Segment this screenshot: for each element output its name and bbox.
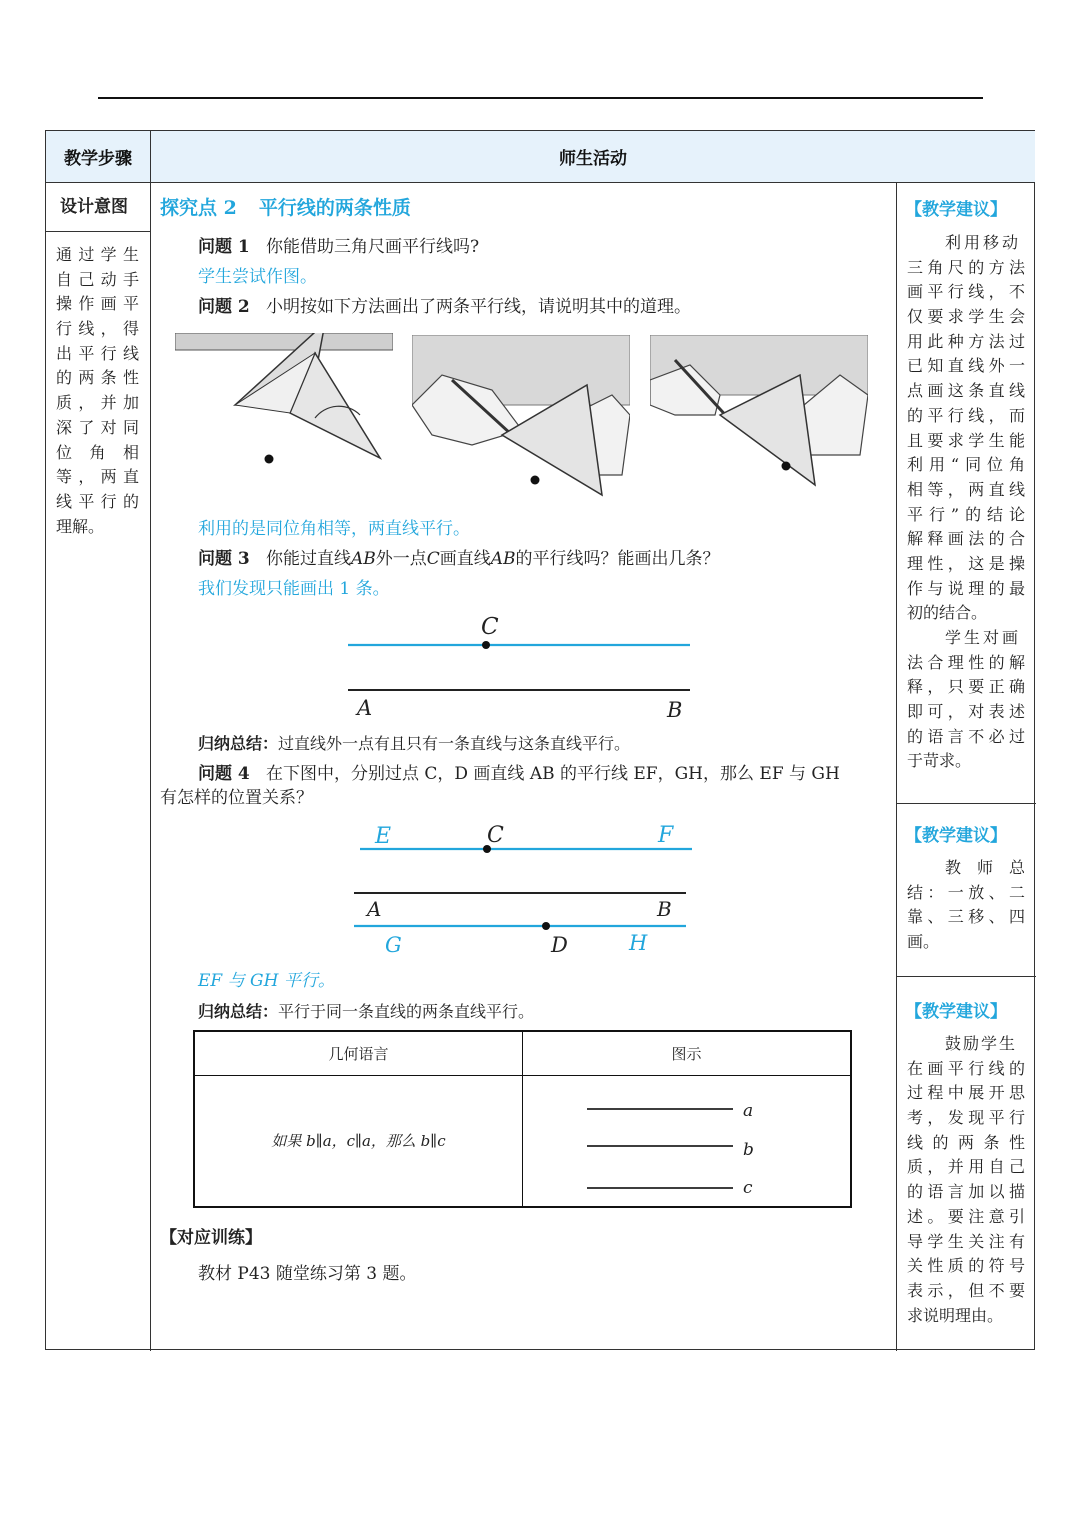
text-line: 理解。	[56, 516, 105, 536]
text-line: 平行”的结论	[907, 504, 1025, 524]
summary-1	[198, 731, 630, 756]
text-line: 表示，但不要	[907, 1280, 1025, 1300]
text-line: 仅要求学生会	[907, 307, 1025, 327]
left-label-rule	[46, 231, 150, 232]
col-divider-left	[150, 131, 151, 1351]
section-title-text: 平行线的两条性质	[258, 197, 411, 219]
label-h: H	[629, 931, 648, 955]
text-line: 求说明理由。	[907, 1305, 1004, 1325]
text-line: 的两条性	[56, 368, 139, 388]
text-line: 过程中展开思	[907, 1083, 1025, 1103]
summary-2	[198, 999, 534, 1024]
text-line: 初的结合。	[907, 603, 988, 623]
question-2	[198, 295, 691, 320]
question-4	[198, 762, 840, 787]
summary-label: 归纳总结：	[198, 1002, 279, 1021]
suggestion-text-2	[907, 856, 1025, 955]
question-label: 问题 4	[198, 764, 250, 784]
text-line: 质，并加	[56, 393, 139, 413]
text-line: 的平行线，而	[907, 405, 1025, 425]
text-line: 利用移动	[945, 233, 1022, 252]
text-line: 利用“同位角	[907, 455, 1025, 475]
label-a: A	[367, 897, 382, 921]
section-number: 探究点 2	[160, 197, 237, 219]
text-line: 深了对同	[56, 417, 139, 437]
table-head-diagram: 图示	[523, 1031, 852, 1075]
answer-1: 学生尝试作图。	[198, 267, 317, 287]
suggestion-text-3	[907, 1032, 1025, 1328]
label-c: C	[487, 823, 504, 848]
label-d: D	[551, 933, 568, 957]
text-line: 操作画平	[56, 294, 139, 314]
label-f: F	[658, 823, 674, 848]
label-c: C	[481, 614, 499, 640]
question-3: 问题 3 你能过直线AB外一点C画直线AB的平行线吗？能画出几条？	[198, 549, 720, 569]
header-activities: 师生活动	[151, 131, 1035, 183]
point	[265, 455, 274, 464]
text-line: 理性，这是操	[907, 553, 1025, 573]
text-line: 述。要注意引	[907, 1206, 1025, 1226]
text-line: 用此种方法过	[907, 331, 1025, 351]
text-line: 学生对画	[945, 628, 1022, 647]
suggestion-title-1: 【教学建议】	[905, 200, 1007, 220]
text-line: 自己动手	[56, 269, 139, 289]
text-line: 的语言不必过	[907, 726, 1025, 746]
text-line: 等，两直	[56, 467, 139, 487]
table-diagram-cell	[523, 1075, 852, 1207]
table-statement: 如果 b∥a，c∥a，那么 b∥c	[194, 1075, 523, 1207]
text-line: 画平行线，不	[907, 282, 1025, 302]
text-line: 靠、三移、四	[907, 907, 1025, 927]
text-line: 结：一放、二	[907, 882, 1025, 902]
right-rule-1	[896, 803, 1036, 804]
question-4-continued: 有怎样的位置关系？	[160, 788, 313, 808]
practice-label: 【对应训练】	[160, 1228, 262, 1248]
text-line: 出平行线	[56, 343, 139, 363]
summary-label: 归纳总结：	[198, 734, 279, 753]
text-line: 已知直线外一	[907, 356, 1025, 376]
set-square-illustration-1	[175, 333, 393, 468]
text-line: 通过学生	[56, 245, 139, 264]
col-divider-right	[896, 183, 897, 1351]
question-text: 小明按如下方法画出了两条平行线，请说明其中的道理。	[265, 297, 691, 317]
question-text: 在下图中，分别过点 C，D 画直线 AB 的平行线 EF，GH，那么 EF 与 GH	[265, 764, 840, 784]
label-b: B	[667, 698, 683, 722]
geometry-table	[193, 1030, 852, 1208]
text-line: 解释画法的合	[907, 529, 1025, 549]
suggestion-text-1	[907, 231, 1025, 774]
text-line: 三角尺的方法	[907, 257, 1025, 277]
suggestion-title-2: 【教学建议】	[905, 826, 1007, 846]
point-d	[542, 922, 550, 930]
label-b: b	[742, 1139, 754, 1160]
design-intent-label: 设计意图	[60, 197, 128, 217]
text-line: 线平行的	[56, 491, 139, 511]
label-a: a	[742, 1100, 753, 1121]
three-parallel-lines	[587, 1086, 787, 1196]
label-c: c	[742, 1177, 753, 1196]
text-line: 于苛求。	[907, 751, 972, 771]
question-label: 问题 2	[198, 297, 250, 317]
right-rule-2	[896, 976, 1036, 977]
figure-two-parallel	[350, 815, 700, 965]
point-c	[482, 641, 490, 649]
figure-one-parallel	[340, 610, 700, 725]
text-line: 鼓励学生	[945, 1034, 1018, 1053]
summary-text: 过直线外一点有且只有一条直线与这条直线平行。	[278, 734, 631, 753]
question-label: 问题 1	[198, 237, 250, 257]
text-line: 行线，得	[56, 319, 139, 339]
label-e: E	[375, 824, 392, 849]
text-line: 考，发现平行	[907, 1108, 1025, 1128]
header-steps: 教学步骤	[46, 131, 150, 183]
section-title	[160, 196, 411, 221]
label-b: B	[657, 897, 672, 921]
text-line: 在画平行线的	[907, 1058, 1025, 1078]
set-square-illustration-2	[412, 335, 630, 500]
text-line: 释，只要正确	[907, 677, 1025, 697]
point	[531, 476, 540, 485]
question-text: 你能借助三角尺画平行线吗?	[265, 237, 480, 257]
text-line: 关性质的符号	[907, 1256, 1025, 1276]
suggestion-title-3: 【教学建议】	[905, 1002, 1007, 1022]
text-line: 作与说理的最	[907, 578, 1025, 598]
text-line: 相等，两直线	[907, 479, 1025, 499]
set-square-illustration-3	[650, 335, 868, 490]
text-line: 法合理性的解	[907, 652, 1025, 672]
text-line: 质，并用自己	[907, 1157, 1025, 1177]
text-line: 点画这条直线	[907, 381, 1025, 401]
text-line: 且要求学生能	[907, 430, 1025, 450]
text-line: 画。	[907, 932, 940, 952]
practice-text: 教材 P43 随堂练习第 3 题。	[198, 1264, 417, 1284]
answer-2: 利用的是同位角相等，两直线平行。	[198, 519, 470, 539]
text-line: 的语言加以描	[907, 1182, 1025, 1202]
answer-3: 我们发现只能画出 1 条。	[198, 579, 390, 599]
table-head-language: 几何语言	[194, 1031, 523, 1075]
question-label: 问题 3	[198, 549, 250, 569]
text-line: 线的两条性	[907, 1132, 1025, 1152]
answer-4: EF 与 GH 平行。	[198, 971, 335, 991]
question-1	[198, 235, 479, 260]
text-line: 教师总	[945, 858, 1025, 877]
page-rule	[98, 97, 983, 99]
text-line: 位角相	[56, 442, 139, 462]
text-line: 即可，对表述	[907, 702, 1025, 722]
ruler	[175, 333, 393, 350]
design-intent-text	[56, 243, 139, 539]
label-g: G	[385, 933, 402, 957]
text-line: 导学生关注有	[907, 1231, 1025, 1251]
summary-text: 平行于同一条直线的两条直线平行。	[278, 1002, 535, 1021]
point	[782, 462, 791, 471]
label-a: A	[357, 696, 373, 720]
